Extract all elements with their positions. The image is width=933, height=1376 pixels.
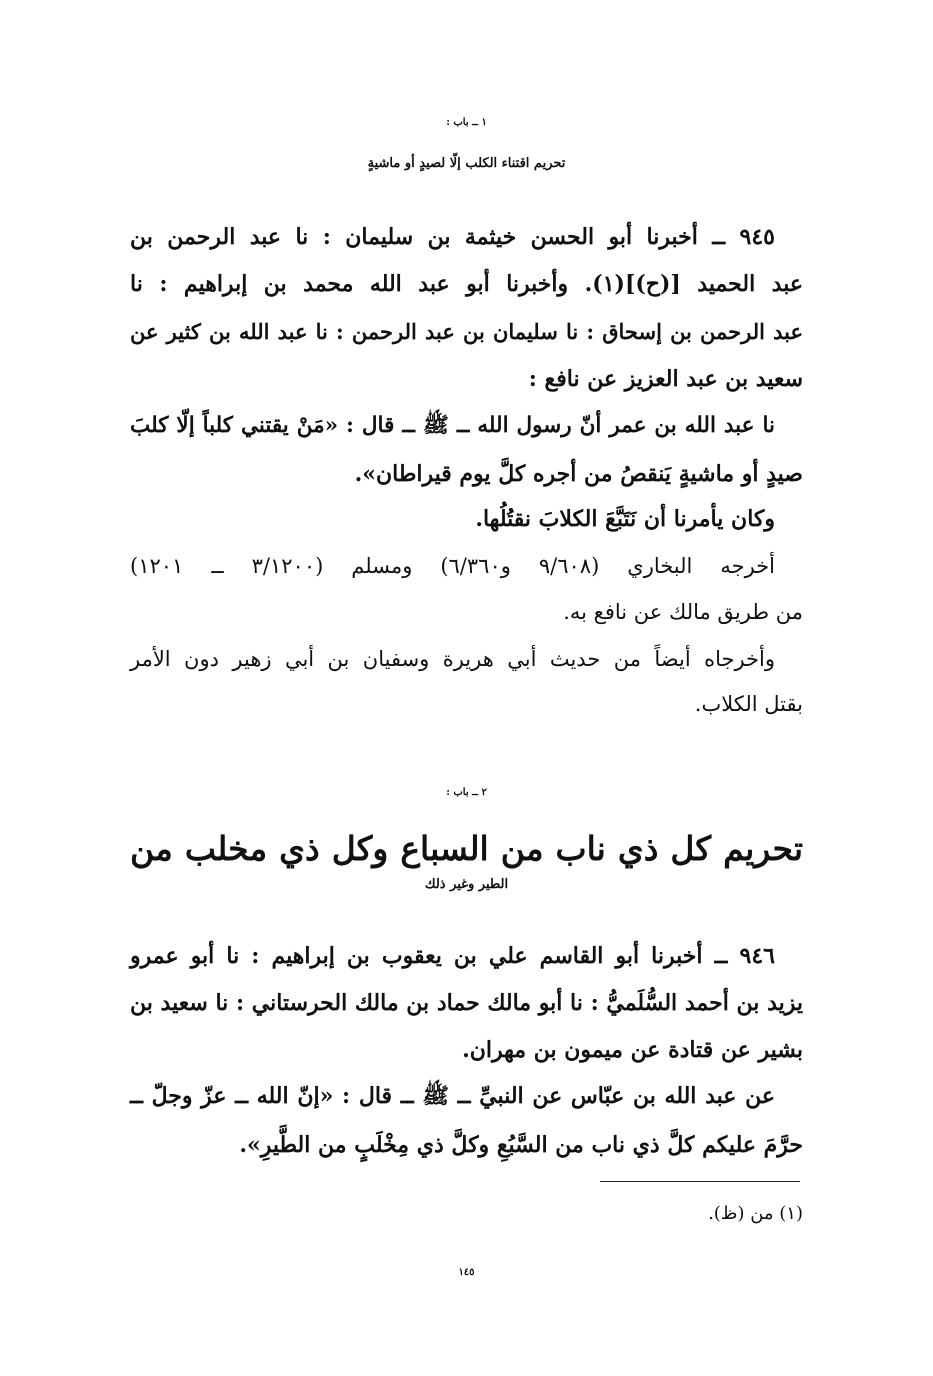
- hadith-945-matn-line-1: نا عبد الله بن عمر أنّ رسول الله ــ ﷺ ــ قال : «مَنْ يقتني كلباً إلّا كلبَ: [130, 413, 775, 438]
- page-number: ١٤٥: [458, 1267, 475, 1278]
- hadith-946-isnad-line-2: يزيد بن أحمد السُّلَميُّ : نا أبو مالك حماد بن مالك الحرستاني : نا سعيد بن: [130, 990, 803, 1016]
- hadith-945-matn-line-2: صيدٍ أو ماشيةٍ يَنقصُ من أجره كلَّ يوم قيراطان».: [354, 461, 803, 487]
- bab-2-title-line-1: تحريم كل ذي ناب من السباع وكل ذي مخلب من: [130, 829, 803, 868]
- hadith-945-takhrij-line-3: وأخرجاه أيضاً من حديث أبي هريرة وسفيان بن أبي زهير دون الأمر: [130, 647, 775, 671]
- footnote-separator: [600, 1181, 800, 1182]
- hadith-945-takhrij-line-2: من طريق مالك عن نافع به.: [563, 600, 803, 624]
- bab-1-label: ١ ــ باب :: [446, 117, 487, 128]
- hadith-945-takhrij-line-4: بقتل الكلاب.: [694, 692, 803, 716]
- hadith-945-isnad-line-3: عبد الرحمن بن إسحاق : نا سليمان بن عبد الرحمن : نا عبد الله بن كثير عن: [130, 319, 803, 344]
- hadith-945-matn-line-3: وكان يأمرنا أن نَتَبَّعَ الكلابَ نقتُلُها.: [475, 506, 775, 532]
- bab-2-title-line-2: الطير وغير ذلك: [424, 877, 509, 892]
- hadith-946-matn-line-1: عن عبد الله بن عبّاس عن النبيِّ ــ ﷺ ــ قال : «إنّ الله ــ عزّ وجلّ ــ: [130, 1083, 775, 1109]
- hadith-945-isnad-line-2: عبد الحميد [(ح)](١). وأخبرنا أبو عبد الله محمد بن إبراهيم : نا: [130, 271, 803, 297]
- footnote: (١) من (ظ).: [708, 1203, 803, 1224]
- hadith-946-isnad-line-1: ٩٤٦ ــ أخبرنا أبو القاسم علي بن يعقوب بن إبراهيم : نا أبو عمرو: [130, 943, 775, 969]
- bab-2-label: ٢ ــ باب :: [446, 787, 487, 798]
- hadith-946-isnad-line-3: بشير عن قتادة عن ميمون بن مهران.: [462, 1037, 803, 1063]
- hadith-945-isnad-line-4: سعيد بن عبد العزيز عن نافع :: [528, 366, 803, 392]
- hadith-945-takhrij-line-1: أخرجه البخاري (٩/٦٠٨ و٦/٣٦٠) ومسلم (٣/١٢٠٠ ــ ١٢٠١): [130, 554, 775, 578]
- hadith-946-matn-line-2: حرَّمَ عليكم كلَّ ذي ناب من السَّبُعِ وكلَّ ذي مِخْلَبٍ من الطَّيرِ».: [239, 1132, 803, 1158]
- hadith-945-isnad-line-1: ٩٤٥ ــ أخبرنا أبو الحسن خيثمة بن سليمان : نا عبد الرحمن بن: [130, 224, 775, 250]
- bab-1-title: تحريم اقتناء الكلب إلّا لصيدٍ أو ماشيةٍ: [367, 156, 566, 171]
